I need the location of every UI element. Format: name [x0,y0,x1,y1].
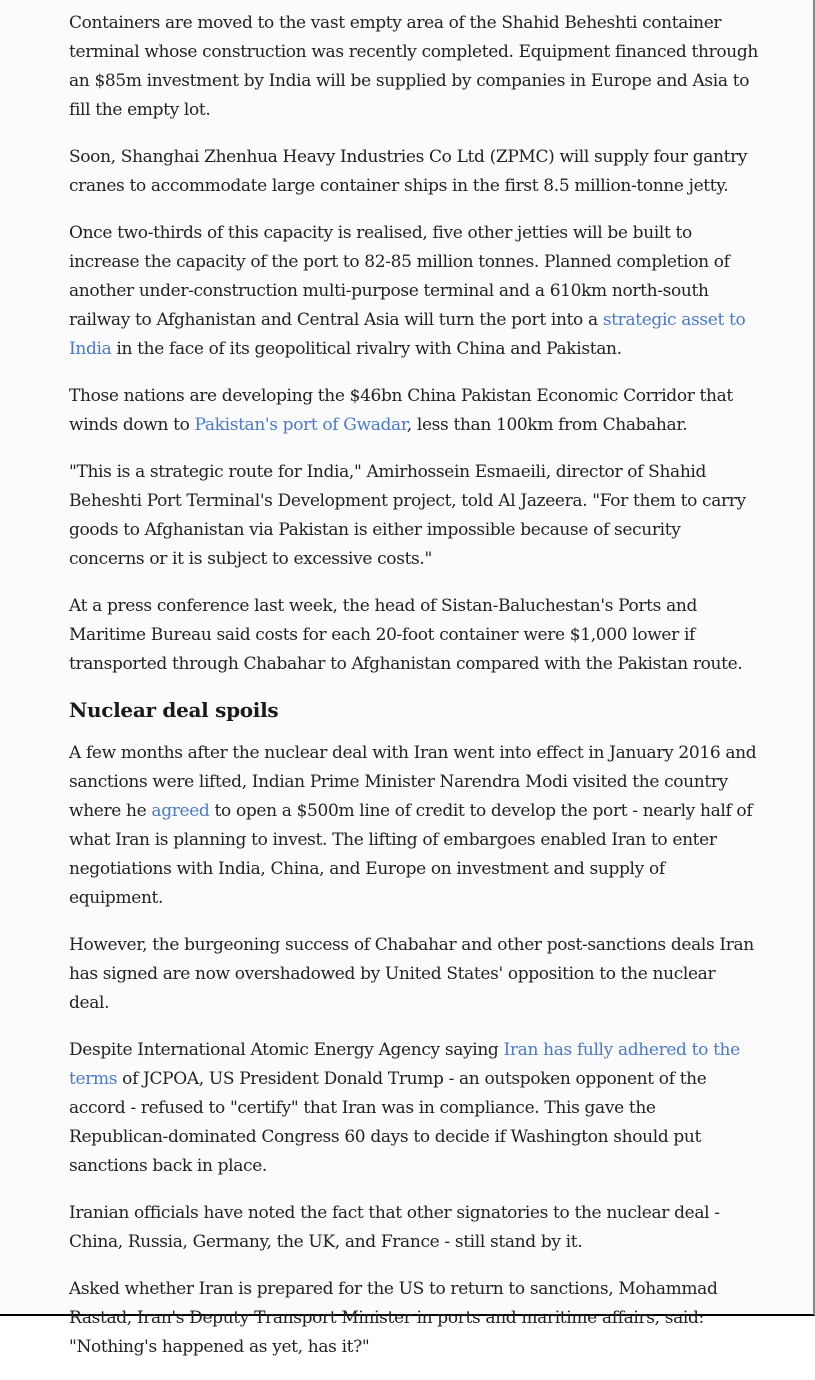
paragraph-esmaeili-quote: "This is a strategic route for India," Amirhossein Esmaeili, director of Shahid Beheshti Port Terminal's Development project, told Al Jazeera. "For them to carry goods to Afghanistan via Pakistan is either impossible because of security concerns or it is subject to excessive costs." [69,461,746,569]
paragraph-text: Despite International Atomic Energy Agency saying [69,1039,504,1060]
paragraph-other-signatories: Iranian officials have noted the fact that other signatories to the nuclear deal - China, Russia, Germany, the UK, and France - still stand by it. [69,1203,720,1253]
paragraph-text: Those nations are developing the $46bn China Pakistan Economic Corridor that winds down to [69,385,733,435]
agreed-link[interactable]: agreed [151,801,210,822]
paragraph-text: of JCPOA, US President Donald Trump - an outspoken opponent of the accord - refused to "certify" that Iran was in compliance. This gave the Republican-dominated Congress 60 days to decide if Washington should put sanctions back in place. [69,1069,707,1177]
paragraph-text: A few months after the nuclear deal with Iran went into effect in January 2016 and sanctions were lifted, Indian Prime Minister Narendra Modi visited the country where he [69,742,757,822]
paragraph-text: in the face of its geopolitical rivalry with China and Pakistan. [111,339,622,360]
paragraph-jcpoa-compliance [69,1036,759,1181]
paragraph-port-capacity [69,219,759,364]
gwadar-port-link[interactable]: Pakistan's port of Gwadar [194,414,407,435]
paragraph-us-opposition: However, the burgeoning success of Chabahar and other post-sanctions deals Iran has signed are now overshadowed by United States' opposition to the nuclear deal. [69,935,754,1014]
paragraph-container-costs: At a press conference last week, the head of Sistan-Baluchestan's Ports and Maritime Bureau said costs for each 20-foot container were $1,000 lower if transported through Chabahar to Afghanistan compared with the Pakistan route. [69,595,743,674]
paragraph-container-terminal: Containers are moved to the vast empty area of the Shahid Beheshti container terminal whose construction was recently completed. Equipment financed through an $85m investment by India will be supplied by companies in Europe and Asia to fill the empty lot. [69,13,758,121]
paragraph-text: to open a $500m line of credit to develop the port - nearly half of what Iran is planning to invest. The lifting of embargoes enabled Iran to enter negotiations with India, China, and Europe on investment and supply of equipment. [69,801,753,909]
iran-adhered-terms-link[interactable]: Iran has fully adhered to the terms [69,1039,740,1090]
paragraph-modi-visit [69,739,759,914]
paragraph-economic-corridor [69,382,759,440]
paragraph-rastad-quote: Asked whether Iran is prepared for the US to return to sanctions, Mohammad Rastad, Iran's Deputy Transport Minister in ports and maritime affairs, said: "Nothing's happened as yet, has it?" [69,1278,718,1357]
paragraph-text: Once two-thirds of this capacity is realised, five other jetties will be built to increase the capacity of the port to 82-85 million tonnes. Planned completion of another under-construction multi-purpose terminal and a 610km north-south railway to Afghanistan and Central Asia will turn the port into a [69,222,730,331]
paragraph-gantry-cranes: Soon, Shanghai Zhenhua Heavy Industries Co Ltd (ZPMC) will supply four gantry cranes to accommodate large container ships in the first 8.5 million-tonne jetty. [69,146,748,197]
section-heading: Nuclear deal spoils [69,697,279,722]
paragraph-text: , less than 100km from Chabahar. [406,414,688,435]
article-body [69,9,759,1380]
strategic-asset-link[interactable]: strategic asset to India [69,310,746,360]
